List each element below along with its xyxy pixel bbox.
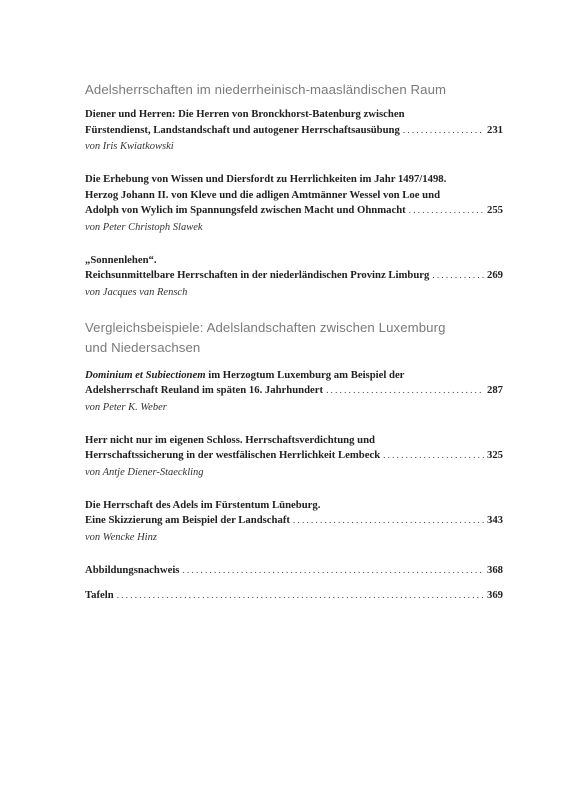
entry-author: von Peter Christoph Slawek	[85, 221, 203, 233]
table-of-contents	[85, 80, 503, 614]
entry-title-last-line	[85, 513, 503, 529]
page-number: 269	[486, 269, 503, 281]
appendix-label: Abbildungsnachweis	[85, 563, 180, 576]
entry-title-text: Herrschaftssicherung in der westfälischen Herrlichkeit Lembeck	[85, 449, 381, 461]
entry-title-line: „Sonnenlehen“.	[85, 253, 157, 266]
entry-title-text: Reichsunmittelbare Herrschaften in der niederländischen Provinz Limburg	[85, 269, 430, 281]
section-heading	[85, 318, 503, 358]
page-number: 368	[486, 563, 503, 576]
entry-title-last-line	[85, 203, 503, 219]
section-heading-line: und Niedersachsen	[85, 339, 201, 355]
page-number: 287	[486, 384, 503, 396]
page-number: 325	[486, 449, 503, 461]
dot-leader	[403, 123, 484, 139]
appendix-line	[85, 588, 503, 604]
dot-leader	[432, 268, 484, 284]
toc-entry[interactable]	[85, 368, 503, 415]
section-heading: Adelsherrschaften im niederrheinisch-maasländischen Raum	[85, 82, 447, 97]
entry-author: von Peter K. Weber	[85, 401, 167, 413]
entry-title-line: Die Erhebung von Wissen und Diersfordt zu Herrlichkeiten im Jahr 1497/1498.	[85, 173, 447, 185]
entry-author: von Iris Kwiatkowski	[85, 141, 174, 152]
entry-title-text: Fürstendienst, Landstandschaft und autogener Herrschaftsausübung	[85, 123, 400, 136]
entry-author: von Wencke Hinz	[85, 531, 157, 543]
entry-title-text: Eine Skizzierung am Beispiel der Landschaft	[85, 514, 290, 526]
entry-title-line: Die Herrschaft des Adels im Fürstentum Lüneburg.	[85, 498, 321, 511]
entry-title-line: Herzog Johann II. von Kleve und die adligen Amtmänner Wessel von Loe und	[85, 188, 441, 201]
entry-title-last-line	[85, 448, 503, 464]
toc-entry[interactable]	[85, 433, 503, 480]
entry-title-line: Herr nicht nur im eigenen Schloss. Herrschaftsverdichtung und	[85, 433, 375, 446]
entry-title-text: Adolph von Wylich im Spannungsfeld zwischen Macht und Ohnmacht	[85, 204, 406, 216]
page-number: 369	[486, 589, 503, 601]
toc-entry[interactable]	[85, 253, 503, 300]
entry-author: von Jacques van Rensch	[85, 286, 188, 298]
dot-leader	[182, 563, 484, 579]
dot-leader	[293, 513, 484, 529]
section-heading-line: Vergleichsbeispiele: Adelslandschaften zwischen Luxemburg	[85, 319, 446, 335]
toc-entry[interactable]	[85, 498, 503, 545]
appendix-line	[85, 563, 503, 579]
dot-leader	[117, 588, 484, 604]
entry-title-last-line	[85, 268, 503, 284]
entry-title-line	[85, 368, 503, 384]
entry-title-last-line	[85, 123, 503, 139]
page-number: 343	[486, 514, 503, 526]
page-number: 255	[486, 204, 503, 216]
entry-title-text: Adelsherrschaft Reuland im späten 16. Jahrhundert	[85, 384, 324, 396]
toc-entry-appendix[interactable]	[85, 588, 503, 604]
toc-entry[interactable]	[85, 172, 503, 235]
dot-leader	[383, 448, 484, 464]
entry-title-last-line	[85, 383, 503, 399]
dot-leader	[409, 203, 484, 219]
entry-title-line: Diener und Herren: Die Herren von Bronckhorst-Batenburg zwischen	[85, 108, 405, 120]
toc-entry[interactable]	[85, 107, 503, 154]
page-number: 231	[486, 123, 503, 136]
dot-leader	[326, 383, 484, 399]
entry-author: von Antje Diener-Staeckling	[85, 466, 204, 478]
entry-title-text: im Herzogtum Luxemburg am Beispiel der	[205, 368, 405, 381]
entry-title-italic: Dominium et Subiectionem	[85, 368, 206, 381]
appendix-label: Tafeln	[85, 589, 114, 601]
toc-entry-appendix[interactable]	[85, 563, 503, 579]
